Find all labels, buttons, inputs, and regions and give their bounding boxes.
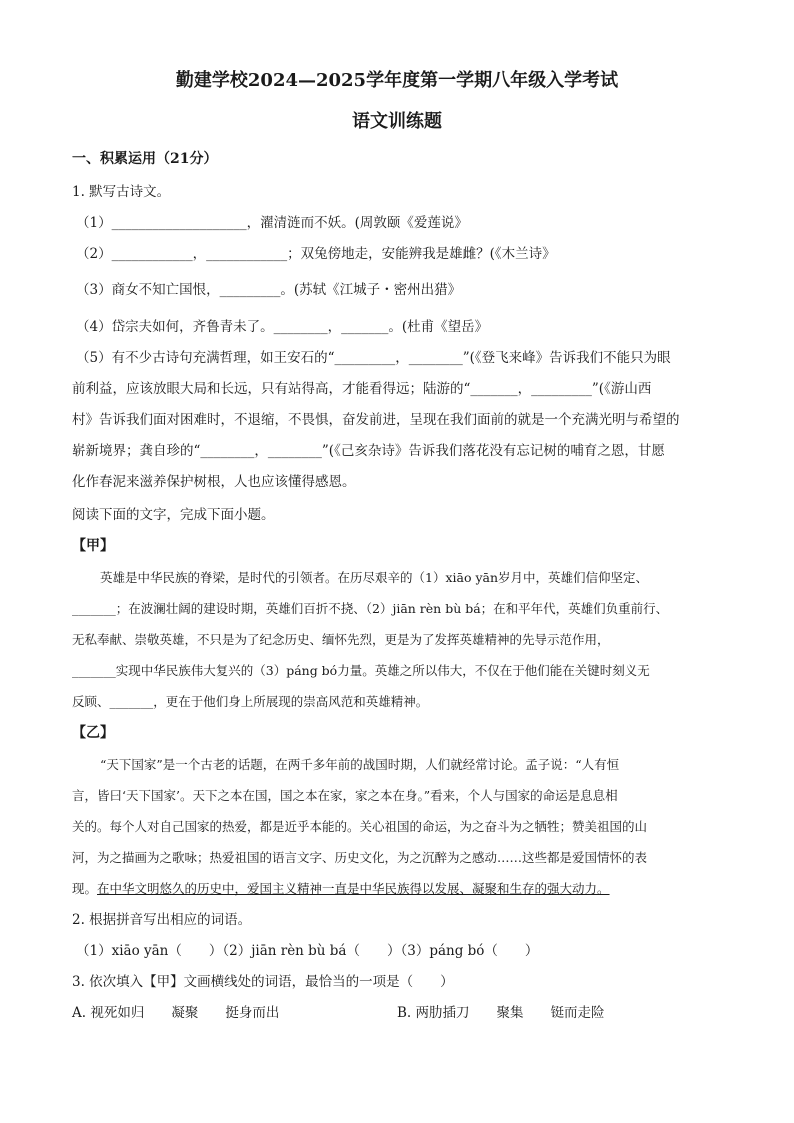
- question-2-stem: 2. 根据拼音写出相应的词语。: [72, 912, 252, 928]
- passage-jia-line: _______；在波澜壮阔的建设时期，英雄们百折不挠、（2）jiān rèn bù bá；在和平年代，英雄们负重前行、: [72, 601, 669, 616]
- question-1-item-5-line-5: 化作春泥来滋养保护树根，人也应该懂得感恩。: [72, 474, 356, 490]
- question-1-item-5-line-2: 前利益，应该放眼大局和长远，只有站得高，才能看得远；陆游的“_______，_________”(《游山西: [72, 381, 652, 397]
- passage-jia-line: 英雄是中华民族的脊梁，是时代的引领者。在历尽艰辛的（1）xiāo yān岁月中，英雄们信仰坚定、: [100, 570, 649, 585]
- exam-title: 勤建学校2024—2025学年度第一学期八年级入学考试: [175, 70, 619, 91]
- passage-yi-last-line: [72, 880, 610, 898]
- reading-intro: 阅读下面的文字，完成下面小题。: [72, 507, 275, 523]
- passage-yi-label: 【乙】: [72, 725, 114, 741]
- passage-yi-underlined-sentence: 在中华文明悠久的历史中，爱国主义精神一直是中华民族得以发展、凝聚和生存的强大动力。: [97, 881, 610, 896]
- passage-yi-line: “天下国家”是一个古老的话题，在两千多年前的战国时期，人们就经常讨论。孟子说：“人有恒: [100, 757, 620, 772]
- question-1-stem: 1. 默写古诗文。: [72, 184, 171, 200]
- passage-yi-last-plain: 现。: [72, 881, 98, 896]
- passage-jia-line: 反顾、_______，更在于他们身上所展现的崇高风范和英雄精神。: [72, 694, 429, 709]
- question-3-stem: 3. 依次填入【甲】文画横线处的词语，最恰当的一项是（ ）: [72, 974, 454, 990]
- passage-yi-line: 关的。每个人对自己国家的热爱，都是近乎本能的。关心祖国的命运，为之奋斗为之牺牲；赞美祖国的山: [72, 819, 648, 834]
- question-2-items: （1）xiāo yān（ ）（2）jiān rèn bù bá（ ）（3）páng bó（ ）: [76, 943, 539, 959]
- exam-subtitle: 语文训练题: [352, 111, 442, 132]
- question-1-item-5-line-3: 村》告诉我们面对困难时，不退缩，不畏惧，奋发前进，呈现在我们面前的就是一个充满光明与希望的: [72, 412, 680, 428]
- passage-yi-line: 言，皆曰‘天下国家’。天下之本在国，国之本在家，家之本在身。”看来，个人与国家的命运是息息相: [72, 788, 618, 803]
- passage-jia-line: 无私奉献、崇敬英雄，不只是为了纪念历史、缅怀先烈，更是为了发挥英雄精神的先导示范作用，: [72, 632, 610, 647]
- passage-jia-label: 【甲】: [72, 538, 114, 554]
- question-3-option-a: A. 视死如归 凝聚 挺身而出: [72, 1005, 280, 1021]
- question-1-item-2: （2）____________，____________；双兔傍地走，安能辨我是雄雌？(《木兰诗》: [76, 246, 556, 262]
- question-1-item-5-line-1: （5）有不少古诗句充满哲理，如王安石的“_________，________”(《登飞来峰》告诉我们不能只为眼: [76, 350, 671, 366]
- passage-jia-line: _______实现中华民族伟大复兴的（3）páng bó力量。英雄之所以伟大，不仅在于他们能在关键时刻义无: [72, 663, 650, 678]
- section-heading: 一、积累运用（21分）: [72, 151, 218, 167]
- question-1-item-4: （4）岱宗夫如何，齐鲁青未了。________，_______。(杜甫《望岳》: [76, 319, 489, 335]
- question-1-item-5-line-4: 崭新境界；龚自珍的“________，________”(《己亥杂诗》告诉我们落花没有忘记树的哺育之恩，甘愿: [72, 443, 665, 459]
- question-1-item-1: （1）____________________，濯清涟而不妖。(周敦颐《爱莲说》: [76, 215, 468, 231]
- question-1-item-3: （3）商女不知亡国恨，_________。(苏轼《江城子・密州出猎》: [76, 282, 462, 298]
- question-3-option-b: B. 两肋插刀 聚集 铤而走险: [397, 1005, 605, 1021]
- passage-yi-line: 河，为之描画为之歌咏；热爱祖国的语言文字、历史文化，为之沉醉为之感动……这些都是爱国情怀的表: [72, 850, 648, 865]
